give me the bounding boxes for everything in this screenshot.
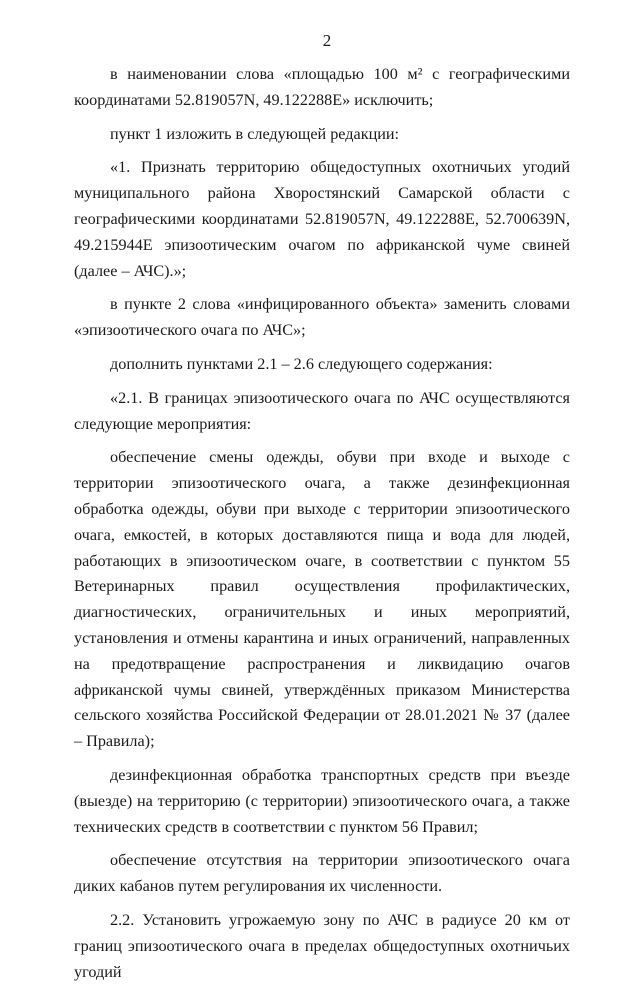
paragraph-vehicle-disinfection: дезинфекционная обработка транспортных средств при въезде (выезде) на территорию (с территории) эпизоотического очага, а также технических средств в соответствии с пунктом 56 Правил;: [74, 765, 570, 836]
paragraph-add-points: дополнить пунктами 2.1 – 2.6 следующего содержания:: [110, 354, 493, 373]
paragraph-2-2: 2.2. Установить угрожаемую зону по АЧС в радиусе 20 км от границ эпизоотического очага в пределах общедоступных охотничьих угодий: [74, 910, 570, 981]
paragraph-remove-area: в наименовании слова «площадью 100 м² с географическими координатами 52.819057N, 49.122288E» исключить;: [74, 65, 570, 109]
paragraph-2-1: «2.1. В границах эпизоотического очага по АЧС осуществляются следующие мероприятия:: [74, 388, 570, 433]
paragraph-clothing-disinfection: обеспечение смены одежды, обуви при входе и выходе с территории эпизоотического очага, а также дезинфекционная обработка одежды, обуви при выходе с территории эпизоотического очага, емкостей, в которых доставляются пища и вода для людей, работающих в эпизоотическом очаге, в соответствии с пунктом 55 Ветеринарных правил осуществления профилактических, диагностических, ограничительных и иных мероприятий, установления и отмены карантина и иных ограничений, направленных на предотвращение распространения и ликвидацию очагов африканской чумы свиней, утверждённых приказом Министерства сельского хозяйства Российской Федерации от 28.01.2021 № 37 (далее – Правила);: [74, 448, 570, 751]
document-page: [74, 30, 570, 985]
paragraph-point2-change: в пункте 2 слова «инфицированного объекта» заменить словами «эпизоотического очага по АЧС»;: [74, 295, 570, 340]
paragraph-point1-text: «1. Признать территорию общедоступных охотничьих угодий муниципального района Хворостянский Самарской области с географическими координатами 52.819057N, 49.122288E, 52.700639N, 49.215944E эпизоотическим очагом по африканской чуме свиней (далее – АЧС).»;: [74, 158, 570, 280]
page-number: 2: [322, 31, 332, 50]
paragraph-point1-intro: пункт 1 изложить в следующей редакции:: [110, 124, 400, 143]
paragraph-wild-boars: обеспечение отсутствия на территории эпизоотического очага диких кабанов путем регулирования их численности.: [74, 851, 570, 896]
